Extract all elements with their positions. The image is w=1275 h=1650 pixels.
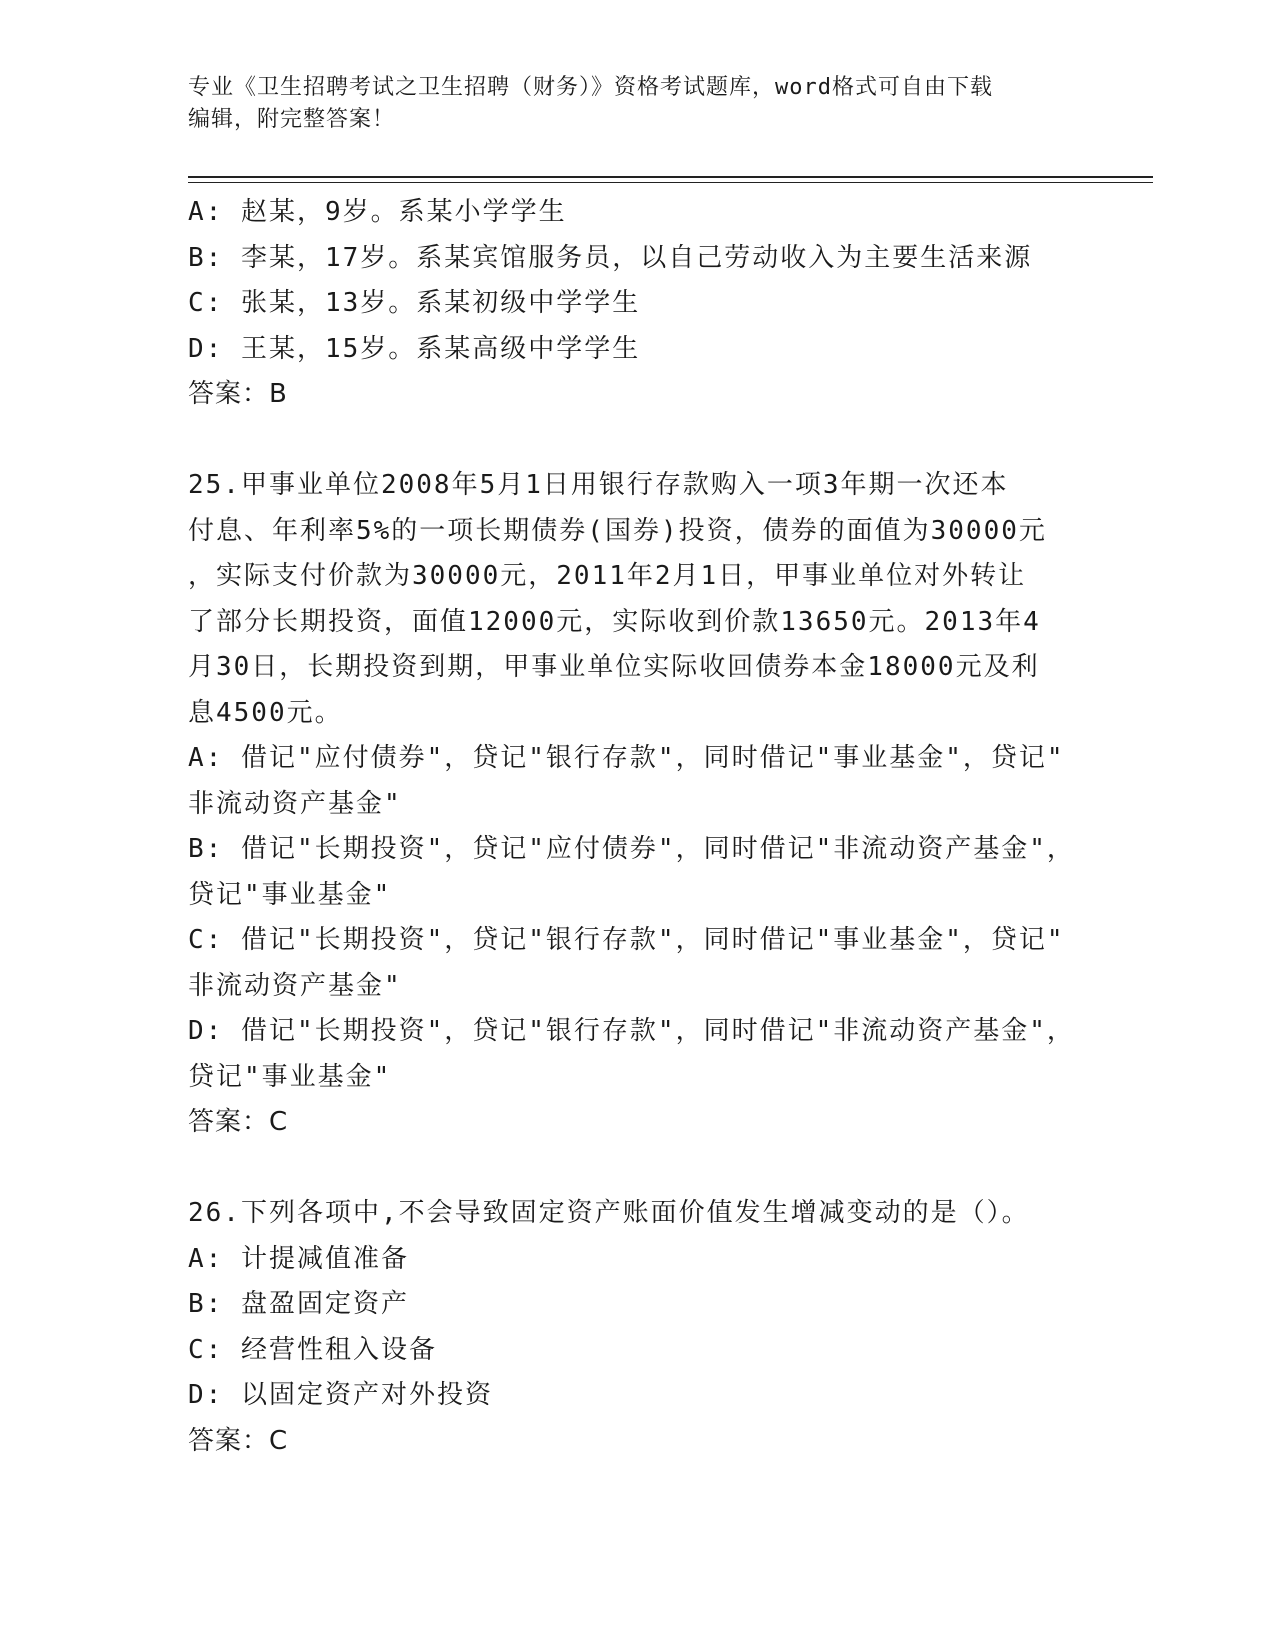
option-c: C: 经营性租入设备 [188,1334,437,1365]
previous-question [188,190,1088,418]
document-header [188,72,1088,136]
option-d: D: 借记"长期投资"，贷记"银行存款"，同时借记"非流动资产基金"， [188,1016,1075,1046]
option-c: C: 借记"长期投资"，贷记"银行存款"，同时借记"事业基金"，贷记" [188,925,1065,955]
question-26 [188,1191,1088,1464]
question-stem-line: 了部分长期投资，面值12000元，实际收到价款13650元。2013年4 [188,606,1041,637]
spacer [188,1146,1088,1192]
question-stem-line: 月30日，长期投资到期，甲事业单位实际收回债券本金18000元及利 [188,652,1040,682]
answer-line: 答案：B [188,379,288,409]
option-d: D: 以固定资产对外投资 [188,1380,493,1410]
option-a: A: 借记"应付债券"，贷记"银行存款"，同时借记"事业基金"，贷记" [188,743,1065,773]
option-b: B: 盘盈固定资产 [188,1289,409,1319]
header-line-1: 专业《卫生招聘考试之卫生招聘（财务）》资格考试题库，word格式可自由下载 [188,75,993,100]
header-rule-thick [188,176,1153,178]
question-stem-line: ，实际支付价款为30000元，2011年2月1日，甲事业单位对外转让 [188,561,1027,591]
option-c: C: 张某，13岁。系某初级中学学生 [188,288,641,318]
option-a: A: 赵某，9岁。系某小学学生 [188,197,567,227]
answer-line: 答案：C [188,1425,289,1456]
option-a: A: 计提减值准备 [188,1243,409,1274]
option-d-cont: 贷记"事业基金" [188,1061,392,1092]
document-body [188,190,1088,1464]
question-25 [188,463,1088,1146]
question-stem-line: 息4500元。 [188,697,343,728]
question-stem-line: 25.甲事业单位2008年5月1日用银行存款购入一项3年期一次还本 [188,470,1009,500]
option-b: B: 借记"长期投资"，贷记"应付债券"，同时借记"非流动资产基金"， [188,834,1075,864]
option-b-cont: 贷记"事业基金" [188,879,392,910]
option-a-cont: 非流动资产基金" [188,788,402,819]
question-stem-line: 付息、年利率5%的一项长期债券(国券)投资，债券的面值为30000元 [188,515,1047,546]
question-stem-line: 26.下列各项中,不会导致固定资产账面价值发生增减变动的是（）。 [188,1198,1030,1228]
header-rule-thin [188,182,1153,183]
option-d: D: 王某，15岁。系某高级中学学生 [188,333,641,364]
spacer [188,418,1088,464]
header-line-2: 编辑，附完整答案！ [188,107,396,132]
option-b: B: 李某，17岁。系某宾馆服务员，以自己劳动收入为主要生活来源 [188,242,1033,273]
option-c-cont: 非流动资产基金" [188,970,402,1001]
answer-line: 答案：C [188,1107,289,1137]
